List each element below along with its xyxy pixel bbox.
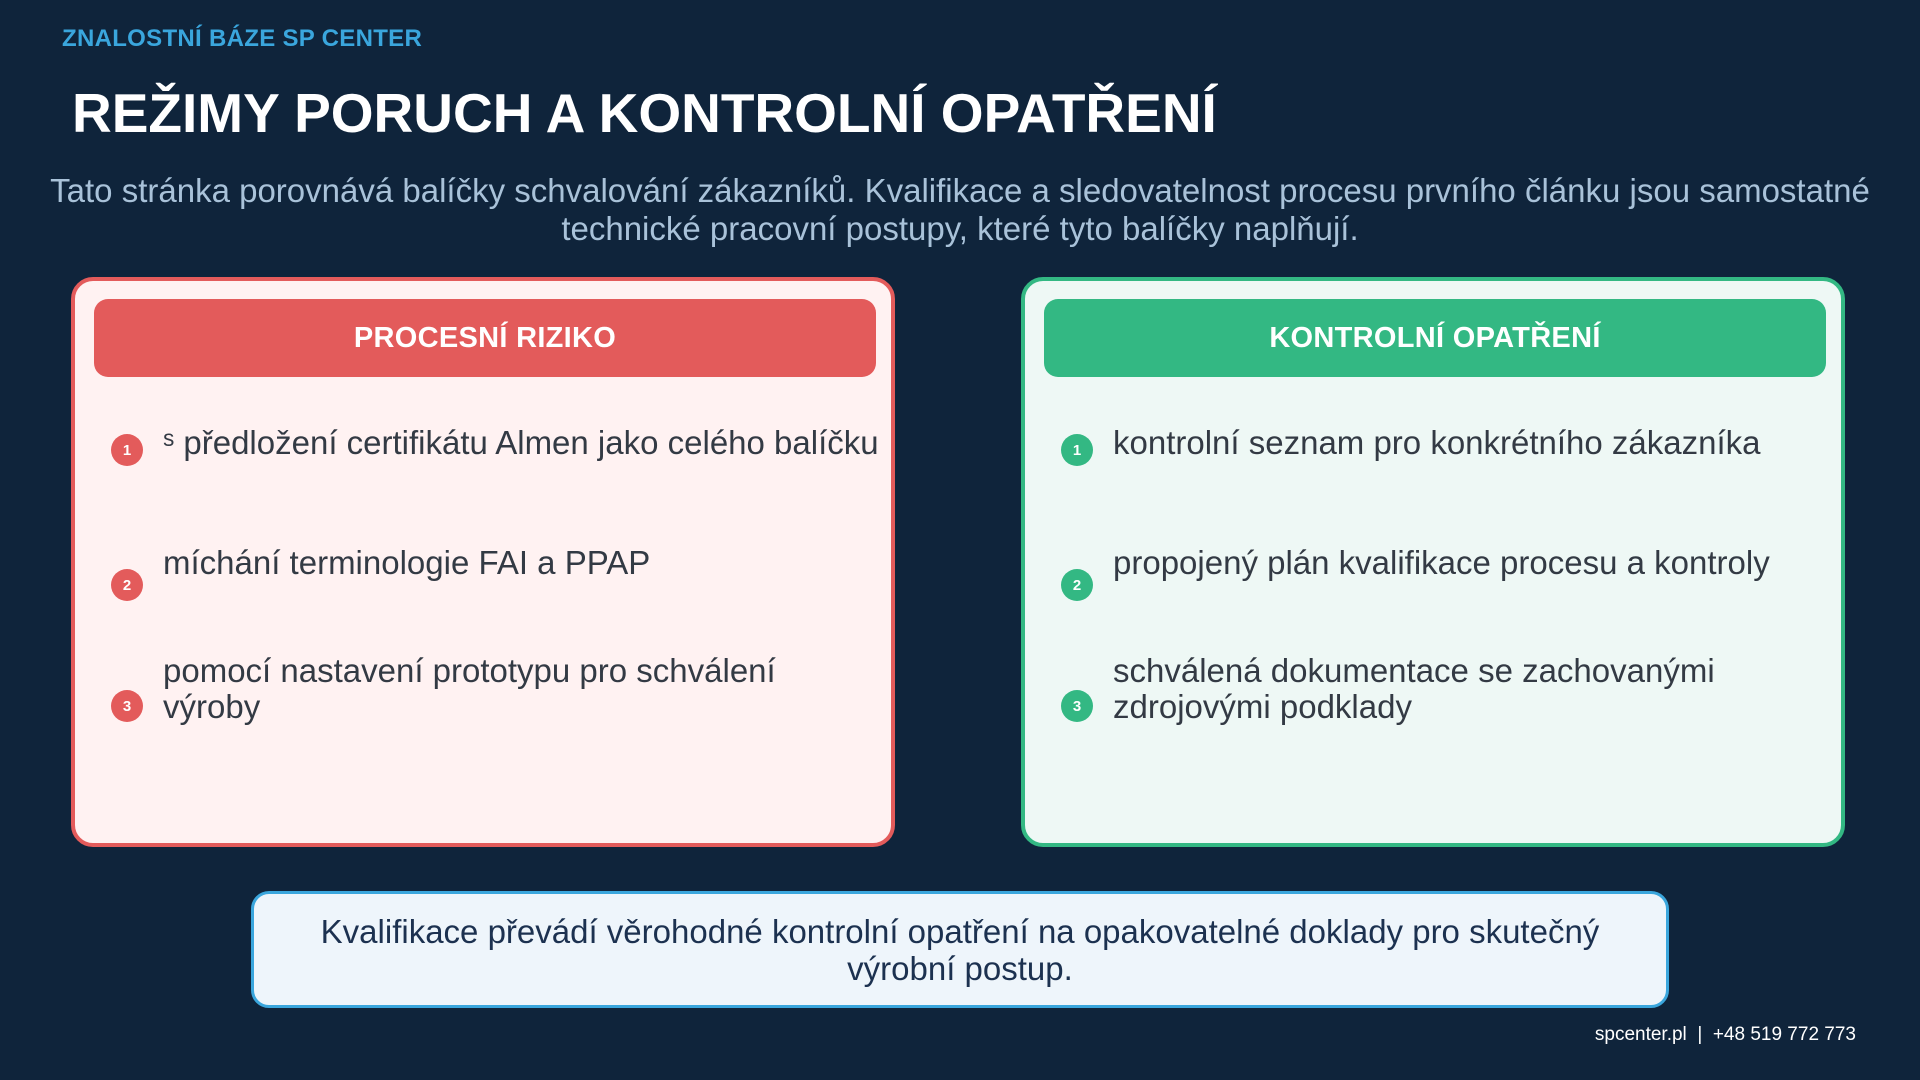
risk-item xyxy=(111,425,881,466)
control-card-heading: KONTROLNÍ OPATŘENÍ xyxy=(1044,299,1826,377)
risk-item-text: pomocí nastavení prototypu pro schválení výroby xyxy=(163,652,776,725)
control-card xyxy=(1021,277,1845,847)
page-subtitle: Tato stránka porovnává balíčky schvalování zákazníků. Kvalifikace a sledovatelnost procesu prvního článku jsou samostatné technické pracovní postupy, které tyto balíčky naplňují. xyxy=(50,172,1870,247)
control-item-text: propojený plán kvalifikace procesu a kontroly xyxy=(1113,544,1770,581)
risk-item xyxy=(111,653,881,725)
number-badge: 1 xyxy=(1061,434,1093,466)
risk-card xyxy=(71,277,895,847)
number-badge: 2 xyxy=(1061,569,1093,601)
footer-contact: spcenter.pl | +48 519 772 773 xyxy=(1594,1024,1856,1045)
risk-item-text: míchání terminologie FAI a PPAP xyxy=(163,544,651,581)
number-badge: 3 xyxy=(111,690,143,722)
summary-text: Kvalifikace převádí věrohodné kontrolní opatření na opakovatelné doklady pro skutečný výrobní postup. xyxy=(320,912,1600,987)
kicker-label: ZNALOSTNÍ BÁZE SP CENTER xyxy=(62,25,423,52)
summary-callout xyxy=(251,891,1669,1008)
control-item-text: schválená dokumentace se zachovanými zdrojovými podklady xyxy=(1113,652,1715,725)
risk-item xyxy=(111,545,881,601)
control-item-text: kontrolní seznam pro konkrétního zákazníka xyxy=(1113,424,1761,461)
risk-card-heading: PROCESNÍ RIZIKO xyxy=(94,299,876,377)
number-badge: 3 xyxy=(1061,690,1093,722)
page-title: REŽIMY PORUCH A KONTROLNÍ OPATŘENÍ xyxy=(72,82,1217,144)
number-badge: 1 xyxy=(111,434,143,466)
risk-item-text: ˢ předložení certifikátu Almen jako celého balíčku xyxy=(163,424,879,461)
control-item xyxy=(1061,653,1831,725)
control-item xyxy=(1061,425,1831,466)
number-badge: 2 xyxy=(111,569,143,601)
control-item xyxy=(1061,545,1831,601)
